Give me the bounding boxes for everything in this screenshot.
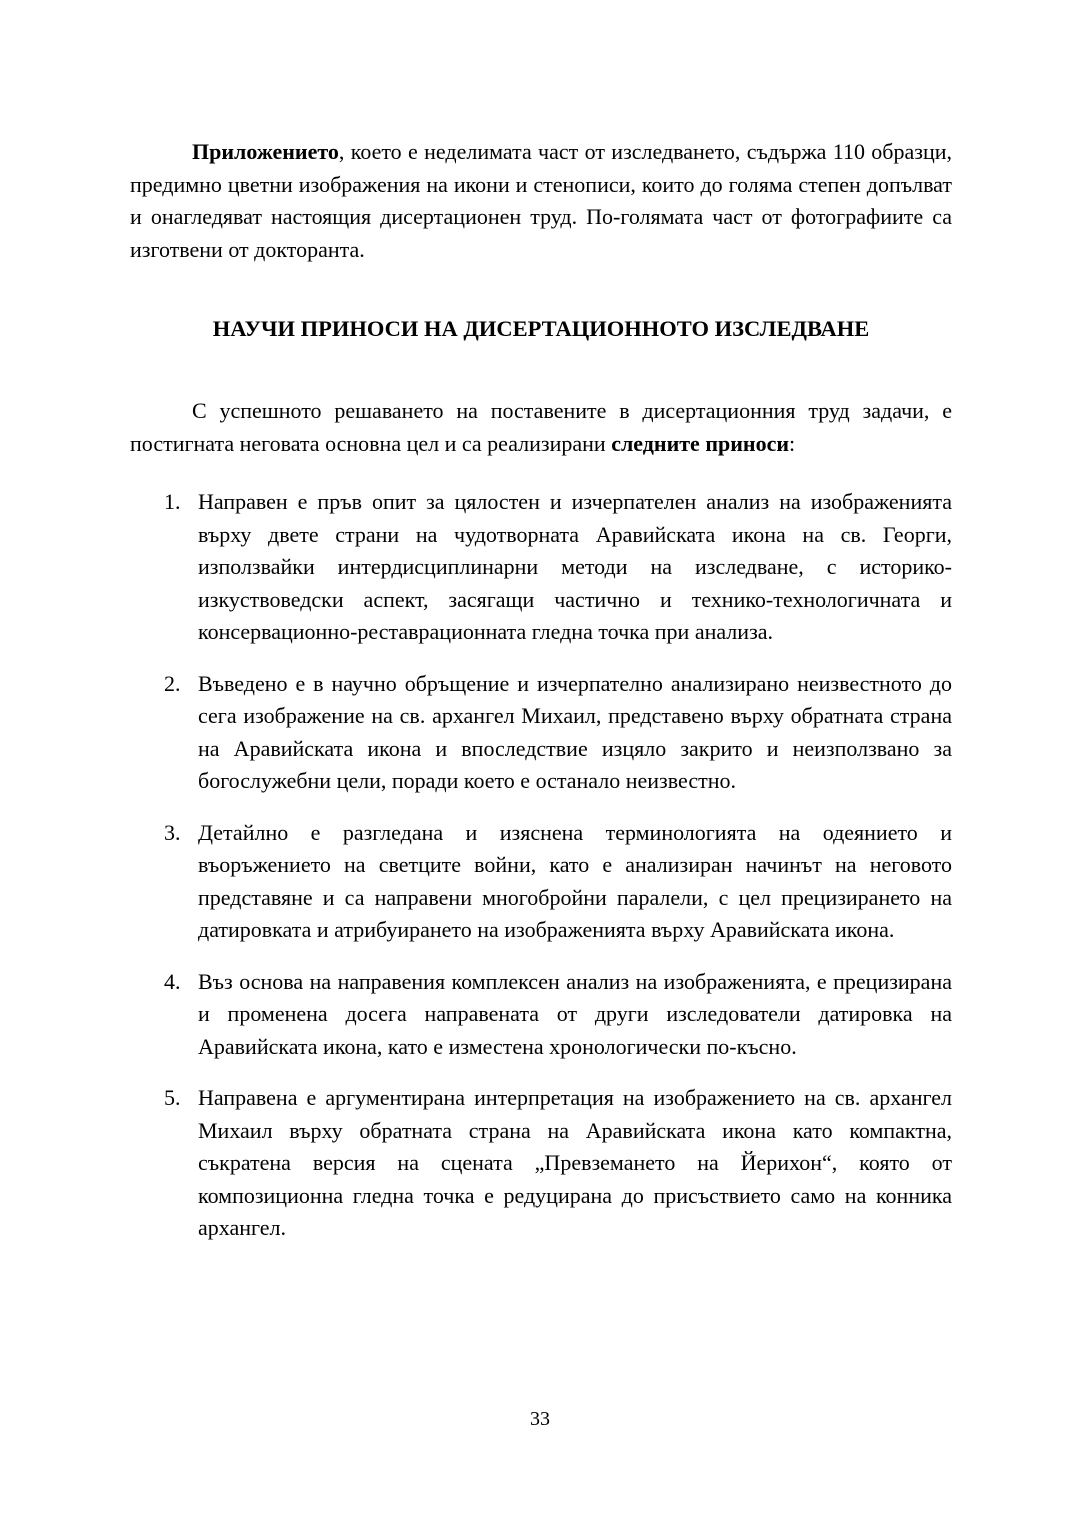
- section-heading: НАУЧИ ПРИНОСИ НА ДИСЕРТАЦИОННОТО ИЗСЛЕДВАНЕ: [212, 316, 870, 341]
- contributions-intro: [130, 395, 952, 460]
- intro-lead-bold: Приложението: [192, 139, 339, 164]
- list-item: [164, 966, 952, 1064]
- list-item: [164, 817, 952, 947]
- contributions-intro-bold: следните приноси: [611, 430, 790, 456]
- list-item-number: 2.: [164, 670, 181, 696]
- page-number: 33: [530, 1408, 550, 1430]
- intro-paragraph: [130, 136, 952, 266]
- list-item-text: Въз основа на направения комплексен анализ на изображенията, е прецизирана и променена досега направената от други изследователи датировка на Аравийската икона, като е изместена хронологически по-късно.: [198, 968, 952, 1059]
- list-item: [164, 486, 952, 649]
- contributions-intro-text: С успешното решаването на поставените в дисертационния труд задачи, е постигната неговата основна цел и са реализирани: [130, 398, 952, 456]
- list-item: [164, 668, 952, 798]
- contributions-intro-colon: :: [789, 430, 796, 456]
- list-item-text: Детайлно е разгледана и изяснена терминологията на одеянието и въоръжението на светците войни, като е анализиран начинът на неговото представяне и са направени многобройни паралели, с цел прецизирането на датировката и атрибуирането на изображенията върху Аравийската икона.: [198, 819, 952, 942]
- list-item-number: 5.: [164, 1085, 181, 1110]
- list-item-text: Направен е пръв опит за цялостен и изчерпателен анализ на изображенията върху двете страни на чудотворната Аравийската икона на св. Георги, използвайки интердисциплинарни методи на изследване, с историко-изкуствоведски аспект, засягащи частично и технико-технологичната и консервационно-реставрационната гледна точка при анализа.: [198, 489, 952, 644]
- list-item: [164, 1082, 952, 1245]
- list-item-number: 3.: [164, 819, 181, 845]
- list-item-number: 1.: [164, 489, 181, 514]
- list-item-number: 4.: [164, 968, 181, 994]
- intro-text: , което е неделимата част от изследването, съдържа 110 образци, предимно цветни изображения на икони и стенописи, които до голяма степен допълват и онагледяват настоящия дисертационен труд. По-голямата част от фотографиите са изготвени от докторанта.: [130, 139, 952, 262]
- contributions-list: [130, 486, 952, 1245]
- list-item-text: Въведено е в научно обръщение и изчерпателно анализирано неизвестното до сега изображение на св. архангел Михаил, представено върху обратната страна на Аравийската икона и впоследствие изцяло закрито и неизползвано за богослужебни цели, поради което е останало неизвестно.: [198, 670, 952, 793]
- list-item-text: Направена е аргументирана интерпретация на изображението на св. архангел Михаил върху обратната страна на Аравийската икона като компактна, съкратена версия на сцената „Превземането на Йерихон“, която от композиционна гледна точка е редуцирана до присъствието само на конника архангел.: [198, 1085, 952, 1240]
